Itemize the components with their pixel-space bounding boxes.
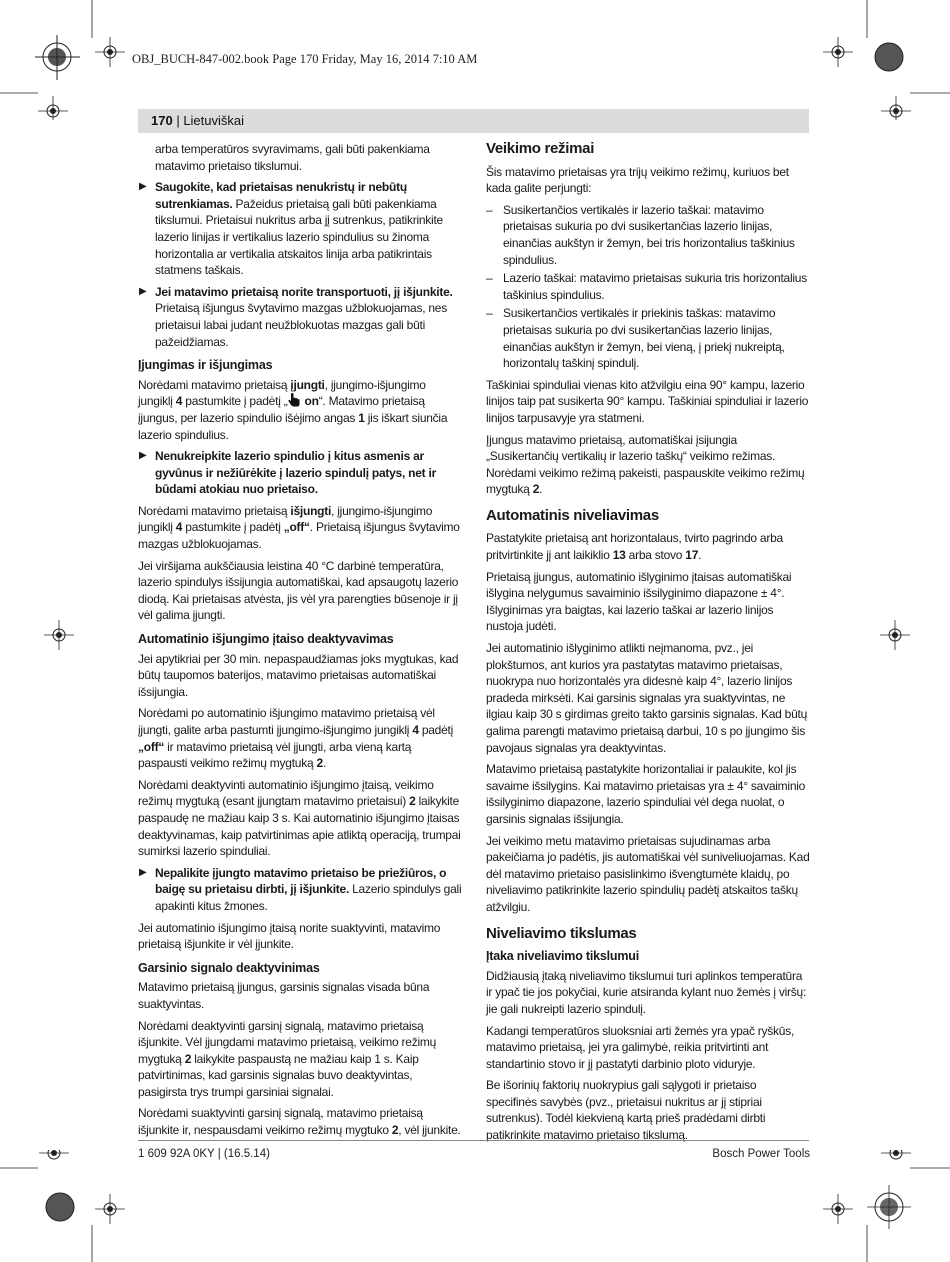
paragraph: Matavimo prietaisą pastatykite horizontaliai ir palaukite, kol jis savaime išsilygins. Kai matavimo prietaisas yra ± 4° savaiminio išsilyginimo diapazone, lazerio spinduliai vėl dega nuolat, o garsinis signalas išsijungia. — [486, 762, 806, 826]
text: Norėdami matavimo prietaisą — [138, 377, 291, 392]
dash-marker: – — [486, 202, 493, 217]
paragraph: Prietaisą įjungus, automatinio išlyginimo įtaisas automatiškai išlygina nelygumus savaiminio išsilyginimo diapazone ± 4°. Išlyginimas yra baigtas, kai lazerio taškai ar lazerio linijos nustoja judėti. — [486, 569, 792, 634]
list-item — [486, 305, 810, 371]
text: jis iškart siunčia lazerio spindulius. — [138, 410, 448, 442]
section-title: Automatinis niveliavimas — [486, 506, 659, 524]
text-bold: įjungti — [290, 377, 325, 392]
paragraph — [138, 1105, 462, 1138]
crop-mark-mid-left — [40, 616, 80, 656]
text-bold: 13 — [612, 548, 626, 563]
text: Norėdami matavimo prietaisą — [138, 503, 291, 518]
text: . Prietaisą išjungus švytavimo mazgas užblokuojamas. — [138, 520, 460, 552]
warning-bullet — [138, 448, 462, 498]
text: pastumkite į padėtį „ — [182, 394, 288, 409]
warning-bold: Saugokite, kad prietaisas nenukristų ir nebūtų sutrenkiamas. — [155, 180, 407, 211]
bullet-triangle-icon: ▶ — [139, 866, 147, 878]
text: laikykite paspaustą ne mažiau kaip 1 s. Kaip patvirtinimas, kad garsinis signalas buvo deaktyvintas, pasigirsta trys trumpi garsiniai signalai. — [138, 1051, 419, 1099]
text: arba stovo — [625, 548, 686, 563]
right-column — [486, 141, 810, 1149]
paragraph: Jei automatinio išlyginimo atlikti neįmanoma, pvz., jei plokštumos, ant kurios yra pastatytas matavimo prietaisas, nuokrypa nuo horizontalės yra didesnė kaip 4°, lazerio linijos pradeda mirksėti. Kai garsinis signalas yra suaktyvintas, ne ilgiau kaip 30 s girdimas greito takto garsinis signalas. Kad būtų galima parengti matavimo prietaisą darbui, 10 s po įjungimo šis pavojaus signalas yra deaktyvintas. — [486, 641, 808, 755]
text-bold: 2 — [532, 482, 540, 497]
footer-doc-number: 1 609 92A 0KY | (16.5.14) — [138, 1148, 270, 1160]
paragraph: arba temperatūros svyravimams, gali būti pakenkiama matavimo prietaiso tikslumui. — [155, 142, 430, 173]
section-heading: Garsinio signalo deaktyvinimas — [138, 960, 320, 975]
language-label: Lietuviškai — [183, 113, 245, 128]
paragraph — [138, 1018, 462, 1101]
file-slug: OBJ_BUCH-847-002.book Page 170 Friday, May 16, 2014 7:10 AM — [132, 52, 478, 66]
paragraph: Matavimo prietaisą įjungus, garsinis signalas visada būna suaktyvintas. — [138, 980, 430, 1011]
paragraph: Didžiausią įtaką niveliavimo tikslumui turi aplinkos temperatūra ir ypač tie jos pokyčiai, kurie atsiranda kylant nuo žemės į viršų: jie gali nukreipti lazerio spindulį. — [486, 968, 807, 1016]
section-heading: Įjungimas ir išjungimas — [138, 358, 273, 373]
text: , įjungimo-išjungimo jungiklį — [138, 503, 433, 535]
crop-mark-mid-right — [875, 616, 915, 656]
page-number-label — [151, 113, 244, 128]
crop-mark-top-right — [810, 0, 950, 120]
text-bold: „off“ — [283, 520, 310, 535]
dash-marker: – — [486, 271, 493, 286]
paragraph: Jei veikimo metu matavimo prietaisas sujudinamas arba pakeičiama jo padėtis, jis automatiškai vėl suniveliuojamas. Kad dėl matavimo prietaiso pasislinkimo išvengtumėte klaidų, po niveliavimo patikrinkite lazerio spindulių padėtį atskaitos taškų atžvilgiu. — [486, 833, 810, 914]
text: . — [698, 548, 702, 563]
text-bold: 4 — [175, 394, 183, 409]
text-bold: 2 — [316, 756, 323, 771]
paragraph: Jei apytikriai per 30 min. nepaspaudžiamas joks mygtukas, kad būtų taupomos baterijos, matavimo prietaisas automatiškai išsijungia. — [138, 651, 459, 699]
page-number: 170 — [151, 113, 173, 128]
paragraph — [486, 530, 810, 563]
text: , įjungimo-išjungimo jungiklį — [138, 377, 426, 409]
paragraph: Jei automatinio išjungimo įtaisą norite suaktyvinti, matavimo prietaisą išjunkite ir vėl įjunkite. — [138, 920, 441, 952]
left-column — [138, 141, 462, 1144]
footer-divider — [138, 1140, 809, 1141]
crop-mark-bottom-left — [0, 1150, 140, 1262]
text: ir matavimo prietaisą vėl įjungti, arba vieną kartą paspausti veikimo režimų mygtuką — [138, 739, 412, 771]
warning-bold: Nenukreipkite lazerio spindulio į kitus asmenis ar gyvūnus ir nežiūrėkite į lazerio spindulį patys, net ir būdami atokiau nuo prietaiso. — [155, 449, 436, 497]
paragraph: Šis matavimo prietaisas yra trijų veikimo režimų, kuriuos bet kada galite perjungti: — [486, 164, 789, 196]
page-header — [138, 109, 809, 133]
text-bold: 2 — [409, 794, 416, 809]
bullet-triangle-icon: ▶ — [139, 181, 147, 193]
crop-mark-top-left — [0, 0, 140, 120]
text-bold: 1 — [358, 410, 365, 425]
pointing-hand-icon — [287, 393, 301, 407]
section-title: Veikimo režimai — [486, 140, 595, 157]
warning-bold: Jei matavimo prietaisą norite transportuoti, jį išjunkite. — [155, 284, 453, 299]
text-bold: 2 — [184, 1051, 192, 1066]
paragraph: Kadangi temperatūros sluoksniai arti žemės yra ypač ryškūs, matavimo prietaisą, jei yra galimybė, reikia pritvirtinti ant standartinio stovo ir jį pastatyti darbinio ploto viduryje. — [486, 1023, 795, 1071]
warning-text: Lazerio spindulys gali apakinti kitus žmones. — [155, 882, 462, 913]
text: . — [322, 756, 327, 771]
text: padėtį — [418, 723, 454, 737]
text: , vėl įjunkite. — [398, 1123, 461, 1138]
paragraph — [138, 777, 462, 860]
text: Norėdami po automatinio išjungimo matavimo prietaisą vėl įjungti, galite arba pastumti įjungimo-išjungimo jungiklį — [138, 706, 435, 737]
dash-marker: – — [486, 306, 493, 321]
text-bold: on — [301, 394, 319, 409]
text-bold: „off“ — [138, 739, 165, 754]
text: Pastatykite prietaisą ant horizontalaus, tvirto pagrindo arba pritvirtinkite jį ant laikiklio — [486, 531, 783, 563]
bullet-triangle-icon: ▶ — [139, 450, 147, 462]
text: Įjungus matavimo prietaisą, automatiškai įsijungia „Susikertančių vertikalių ir lazerio taškų“ veikimo režimas. Norėdami veikimo režimą pakeisti, paspauskite veikimo režimų mygtuką — [486, 432, 805, 497]
text-bold: 2 — [391, 1123, 399, 1138]
list-item-text: Lazerio taškai: matavimo prietaisas sukuria tris horizontalius taškinius spindulius. — [503, 271, 807, 302]
text-bold: 4 — [175, 520, 183, 535]
text: “. Matavimo prietaisą įjungus, per lazerio spindulio išėjimo angas — [138, 394, 425, 425]
footer-brand: Bosch Power Tools — [712, 1148, 810, 1160]
warning-text: Prietaisą išjungus švytavimo mazgas užblokuojamas, nes prietaisui labai judant neužblokuotas mazgas gali būti pažeidžiamas. — [155, 301, 447, 349]
paragraph: Taškiniai spinduliai vienas kito atžvilgiu eina 90° kampu, lazerio linijos taip pat susikerta 90° kampu. Taškiniai spinduliai ir lazerio linijos tarpusavyje yra statmeni. — [486, 377, 809, 425]
section-heading: Įtaka niveliavimo tikslumui — [486, 949, 639, 964]
text: Norėdami suaktyvinti garsinį signalą, matavimo prietaisą išjunkite ir, nespausdami veikimo režimų mygtuko — [138, 1106, 423, 1138]
text: Norėdami deaktyvinti automatinio išjungimo įtaisą, veikimo režimų mygtuką (esant įjungtam matavimo prietaisui) — [138, 777, 434, 809]
section-heading: Automatinio išjungimo įtaiso deaktyvavimas — [138, 632, 394, 647]
bullet-triangle-icon: ▶ — [139, 285, 147, 297]
section-title: Niveliavimo tikslumas — [486, 924, 637, 942]
text: . — [539, 482, 543, 497]
paragraph — [138, 377, 462, 443]
text: laikykite paspaudę ne mažiau kaip 3 s. Kai automatinio išjungimo įtaisas deaktyvinamas, kaip patvirtinimas apie atliktą operaciją, trumpai sumirksi lazerio spinduliai. — [138, 794, 461, 859]
paragraph — [486, 432, 810, 498]
crop-mark-bottom-right — [810, 1150, 950, 1262]
text-bold: išjungti — [290, 503, 332, 518]
list-item — [486, 270, 810, 303]
list-item-text: Susikertančios vertikalės ir priekinis taškas: matavimo prietaisas sukuria po dvi susikertančias lazerio linijas, einančias aukštyn ir žemyn, bei vieną, į priekį nukreiptą, horizontalų taškinį spindulį. — [503, 306, 785, 371]
warning-bullet — [138, 179, 462, 279]
warning-bold: Nepalikite įjungto matavimo prietaiso be priežiūros, o baigę su prietaisu dirbti, jį išjunkite. — [155, 865, 447, 897]
text: pastumkite į padėtį — [182, 520, 284, 535]
warning-bullet — [138, 284, 462, 350]
header-separator: | — [172, 113, 184, 128]
text-bold: 17 — [685, 548, 699, 563]
text: Norėdami deaktyvinti garsinį signalą, matavimo prietaisą išjunkite. Vėl įjungdami matavimo prietaisą, veikimo režimų mygtuką — [138, 1018, 437, 1066]
list-item — [486, 202, 810, 268]
paragraph: Jei viršijama aukščiausia leistina 40 °C darbinė temperatūra, lazerio spindulys išsijungia automatiškai, kad apsaugotų lazerio diodą. Kai prietaisas atvėsta, jis vėl yra parengties būsenoje ir jį vėl galima įjungti. — [138, 558, 459, 623]
warning-bullet — [138, 865, 462, 915]
paragraph — [138, 503, 462, 553]
paragraph: Be išorinių faktorių nuokrypius gali sąlygoti ir prietaiso specifinės savybės (pvz., prietaisui nukritus ar jį stipriai sutrenkus). Todėl kiekvieną kartą prieš pradėdami dirbti patikrinkite matavimo prietaiso tikslumą. — [486, 1078, 766, 1143]
paragraph — [138, 705, 462, 771]
text-bold: 4 — [412, 723, 419, 737]
warning-text: Pažeidus prietaisą gali būti pakenkiama tikslumui. Prietaisui nukritus arba jį sutrenkus, patikrinkite lazerio linijas ir vertikalius lazerio spindulius su žinoma horizontalia ar vertikalia atskaitos linija arba patikrintais statmens taškais. — [155, 196, 443, 278]
list-item-text: Susikertančios vertikalės ir lazerio taškai: matavimo prietaisas sukuria po dvi susikertančias lazerio linijas, einančias aukštyn ir žemyn, bei tris horizontalius taškinius spindulius. — [503, 202, 795, 267]
